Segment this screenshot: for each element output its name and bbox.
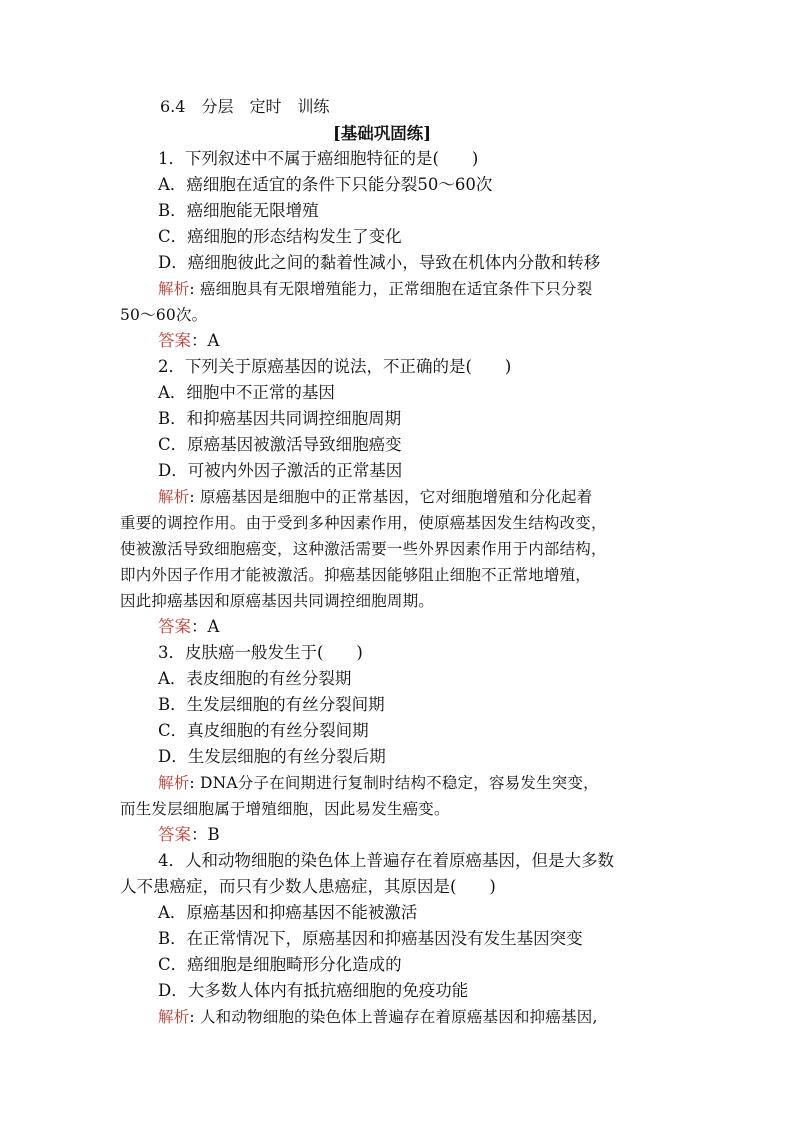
analysis-label: 解析 [158,774,190,792]
analysis-text: : DNA分子在间期进行复制时结构不稳定，容易发生突变， [189,774,599,792]
q1-option-b: B．癌细胞能无限增殖 [158,201,319,220]
q2-analysis-cont: 重要的调控作用。由于受到多种因素作用，使原癌基因发生结构改变， [120,514,607,532]
q3-option-a: A．表皮细胞的有丝分裂期 [158,669,352,688]
answer-value: ：A [191,617,220,636]
q3-answer [158,822,678,848]
q4-option-d: D．大多数人体内有抵抗癌细胞的免疫功能 [158,981,469,1000]
q4-option-a: A．原癌基因和抑癌基因不能被激活 [158,903,418,922]
q4-stem: 4．人和动物细胞的染色体上普遍存在着原癌基因，但是大多数 [158,851,614,870]
q4-option-c: C．癌细胞是细胞畸形分化造成的 [158,955,402,974]
q2-analysis-line [158,484,678,510]
section-title: [基础巩固练] [333,124,432,143]
q2-stem: 2．下列关于原癌基因的说法，不正确的是( ) [158,357,512,376]
q1-stem: 1．下列叙述中不属于癌细胞特征的是( ) [158,149,479,168]
analysis-text: : 人和动物细胞的染色体上普遍存在着原癌基因和抑癌基因, [189,1008,598,1026]
q1-analysis-cont: 50～60次。 [120,306,208,324]
analysis-label: 解析 [158,1008,190,1026]
q2-option-d: D．可被内外因子激活的正常基因 [158,461,403,480]
q1-option-d: D．癌细胞彼此之间的黏着性减小，导致在机体内分散和转移 [158,253,601,272]
q3-analysis-cont: 而生发层细胞属于增殖细胞，因此易发生癌变。 [120,800,450,818]
analysis-label: 解析 [158,488,190,506]
q1-option-c: C．癌细胞的形态结构发生了变化 [158,227,402,246]
q3-option-b: B．生发层细胞的有丝分裂间期 [158,695,385,714]
q4-option-b: B．在正常情况下，原癌基因和抑癌基因没有发生基因突变 [158,929,583,948]
q2-option-a: A．细胞中不正常的基因 [158,383,335,402]
q4-stem-cont: 人不患癌症，而只有少数人患癌症，其原因是( ) [120,877,496,896]
q3-stem: 3．皮肤癌一般发生于( ) [158,643,363,662]
q1-answer [158,328,678,354]
answer-label: 答案 [158,825,191,844]
answer-label: 答案 [158,331,191,350]
q2-option-b: B．和抑癌基因共同调控细胞周期 [158,409,402,428]
q1-option-a: A．癌细胞在适宜的条件下只能分裂50～60次 [158,175,493,194]
q3-analysis-line [158,770,678,796]
analysis-text: : 癌细胞具有无限增殖能力，正常细胞在适宜条件下只分裂 [189,280,593,298]
q2-analysis-cont: 即内外因子作用才能被激活。抑癌基因能够阻止细胞不正常地增殖， [120,566,592,584]
q3-option-c: C．真皮细胞的有丝分裂间期 [158,721,369,740]
q2-option-c: C．原癌基因被激活导致细胞癌变 [158,435,402,454]
answer-value: ：A [191,331,220,350]
analysis-text: : 原癌基因是细胞中的正常基因，它对细胞增殖和分化起着 [189,488,593,506]
page-header: 6.4 分层 定时 训练 [160,97,330,116]
q2-analysis-cont: 因此抑癌基因和原癌基因共同调控细胞周期。 [120,592,435,610]
q4-analysis-line [158,1004,678,1030]
analysis-label: 解析 [158,280,190,298]
q2-analysis-cont: 使被激活导致细胞癌变，这种激活需要一些外界因素作用于内部结构， [120,540,607,558]
answer-label: 答案 [158,617,191,636]
answer-value: ：B [191,825,220,844]
q3-option-d: D．生发层细胞的有丝分裂后期 [158,747,386,766]
q1-analysis-line [158,276,678,302]
q2-answer [158,614,678,640]
